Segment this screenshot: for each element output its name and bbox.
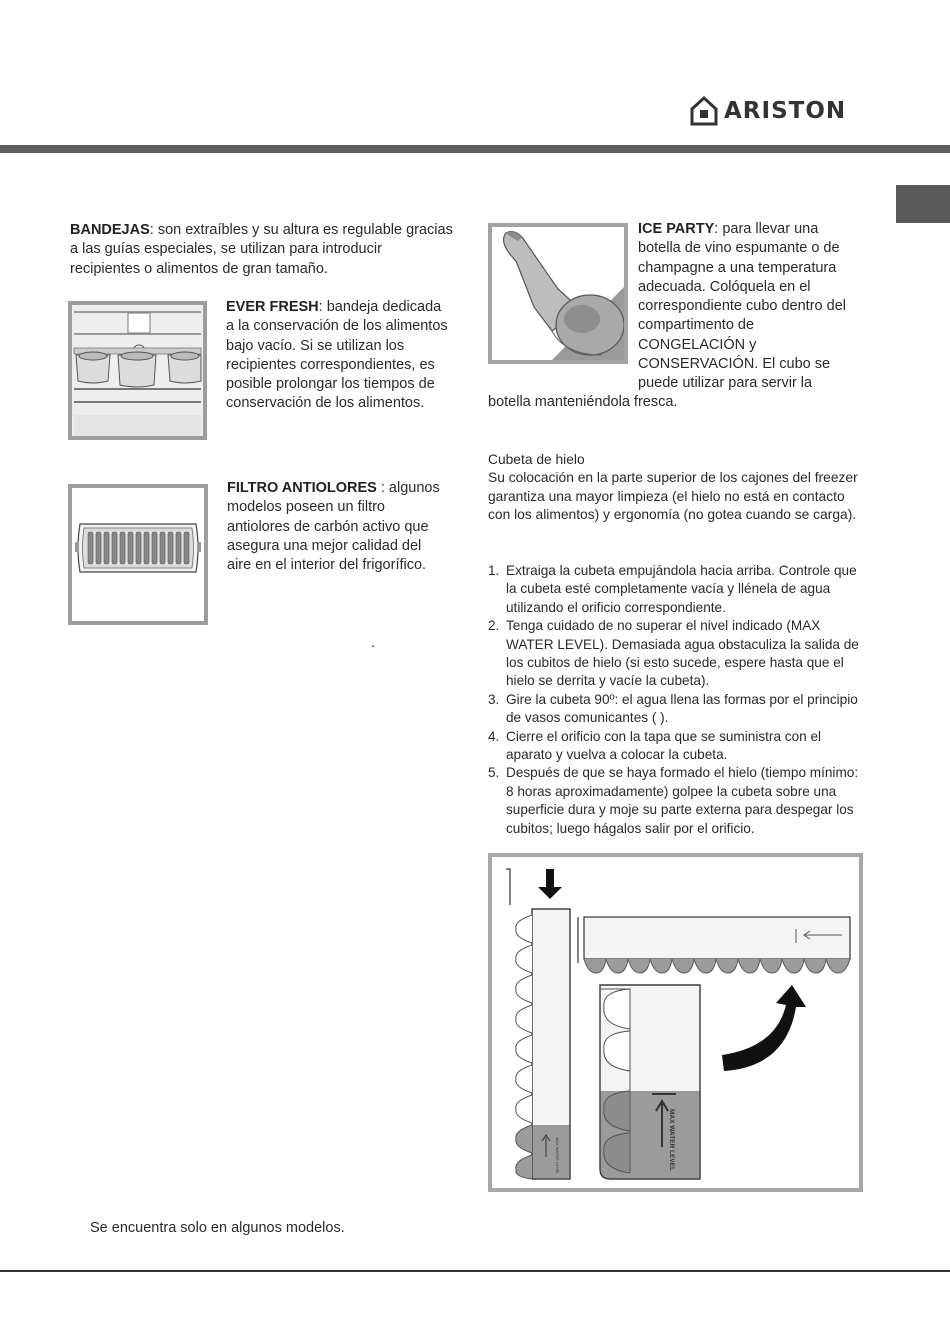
- bottom-rule: [0, 1270, 950, 1272]
- step-item: 1. Extraiga la cubeta empujándola hacia arriba. Controle que la cubeta esté completamente vacía y llénela de agua utilizando el orificio correspondiente.: [488, 563, 857, 615]
- rotate-arrow-icon: [722, 985, 806, 1071]
- filtro-paragraph: [227, 479, 449, 575]
- ever-fresh-text: : bandeja dedicada a la conservación de los alimentos bajo vacío. Si se utilizan los recipientes correspondientes, es posible prolongar los tiempos de conservación de los alimentos.: [226, 299, 448, 412]
- max-water-level-label: MAX WATER LEVEL: [668, 1109, 675, 1171]
- brand-name: ARISTON: [724, 98, 847, 124]
- ice-party-image: [488, 223, 628, 364]
- bandejas-term: BANDEJAS: [70, 222, 150, 238]
- ice-party-tail: botella manteniéndola fresca.: [488, 394, 678, 410]
- down-arrow-icon: [538, 869, 562, 899]
- house-logo-icon: [690, 96, 718, 126]
- cubeta-title: Cubeta de hielo: [488, 452, 585, 467]
- bandejas-text: : son extraíbles y su altura es regulable gracias a las guías especiales, se utilizan para introducir recipientes o alimentos de gran tamaño.: [70, 222, 453, 277]
- cubeta-steps: [488, 562, 866, 838]
- filtro-text: : algunos modelos poseen un filtro antiolores de carbón activo que asegura una mejor calidad del aire en el interior del frigorífico.: [227, 480, 440, 574]
- bandejas-paragraph: [70, 221, 455, 279]
- ice-tray-diagram: [488, 853, 863, 1192]
- step-item: 2. Tenga cuidado de no superar el nivel indicado (MAX WATER LEVEL). Demasiada agua obstaculiza la salida de los cubitos de hielo (si esto sucede, espere hasta que el hielo se derrita y vacíe la cubeta).: [488, 618, 859, 689]
- stray-dot: .: [371, 635, 376, 651]
- tray-small-label: MAX WATER LEVEL: [555, 1137, 560, 1175]
- footnote: Se encuentra solo en algunos modelos.: [90, 1220, 345, 1236]
- ice-party-text: : para llevar una botella de vino espumante o de champagne a una temperatura adecuada. Colóquela en el correspondiente cubo dentro del compartimento de CONGELACIÓN y CONSERVACIÓN. El cubo se puede utilizar para servir la: [638, 221, 846, 392]
- step-item: 5. Después de que se haya formado el hielo (tiempo mínimo: 8 horas aproximadamente) golpee la cubeta sobre una superficie dura y moje su parte externa para despegar los cubitos; luego hágalos salir por el orificio.: [488, 765, 859, 836]
- step-item: 3. Gire la cubeta 90º: el agua llena las formas por el principio de vasos comunicantes ( ).: [488, 691, 858, 726]
- header-bar: [0, 145, 950, 153]
- brand-logo: [690, 94, 870, 128]
- cubeta-intro: Su colocación en la parte superior de los cajones del freezer garantiza una mayor limpieza (el hielo no está en contacto con los alimentos) y ergonomía (no gotea cuando se carga).: [488, 470, 858, 523]
- filtro-image: [68, 484, 208, 625]
- ever-fresh-term: EVER FRESH: [226, 299, 319, 315]
- ice-party-paragraph: [638, 220, 863, 394]
- filtro-term: FILTRO ANTIOLORES: [227, 480, 377, 496]
- ever-fresh-paragraph: [226, 298, 448, 414]
- ever-fresh-image: [68, 301, 207, 440]
- ice-party-term: ICE PARTY: [638, 221, 715, 237]
- step-item: 4. Cierre el orificio con la tapa que se suministra con el aparato y vuelva a colocar la cubeta.: [488, 728, 822, 763]
- side-tab: [896, 185, 950, 223]
